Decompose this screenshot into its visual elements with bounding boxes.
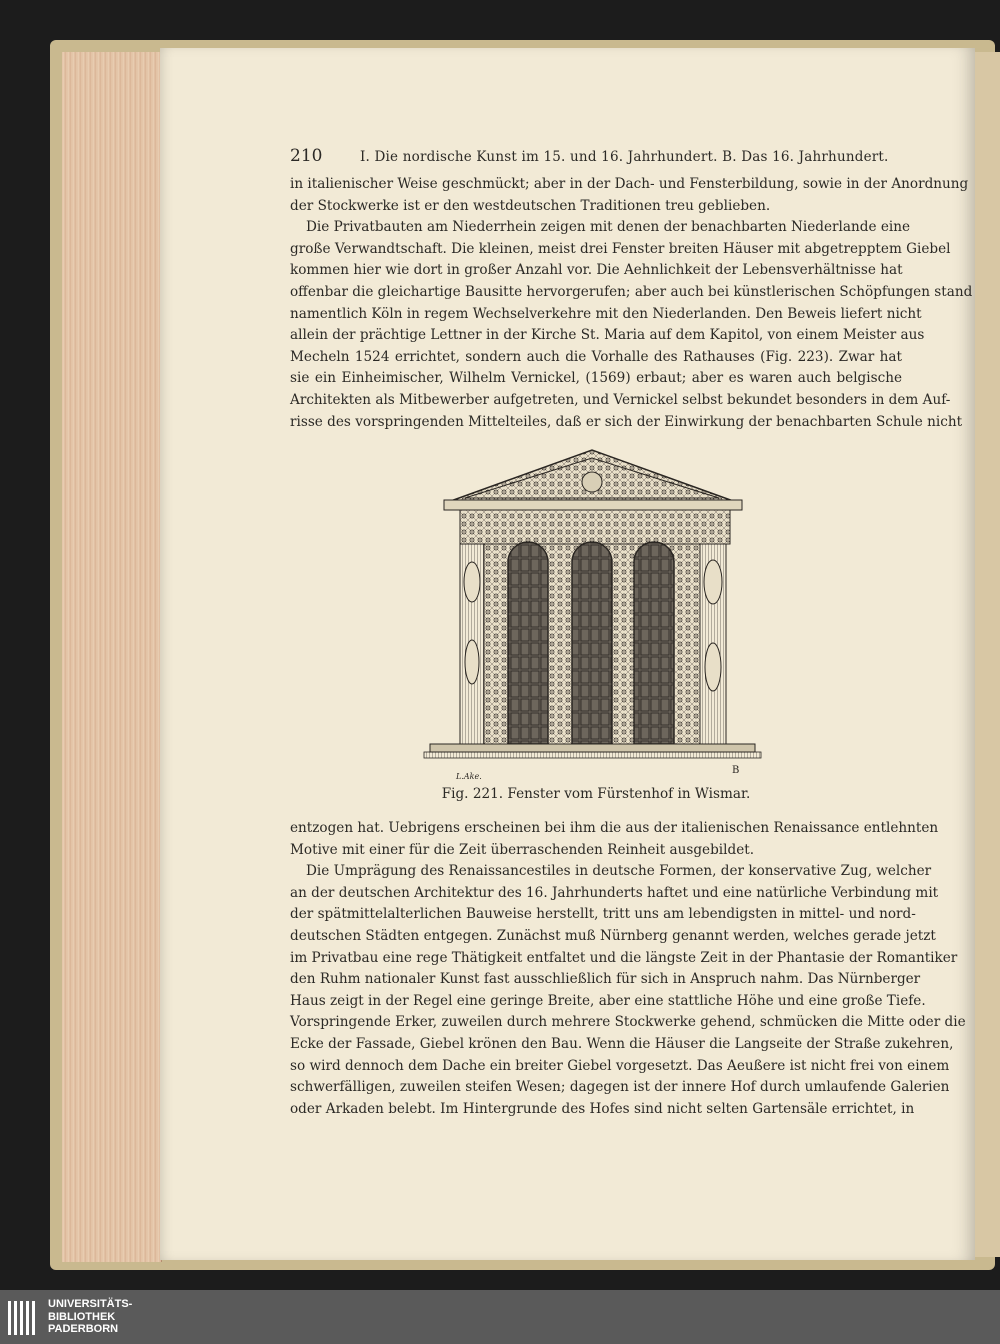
text-line: Mecheln 1524 errichtet, sondern auch die Vorhalle des Rathauses (Fig. 223). Zwar hat <box>290 348 902 365</box>
text-line: an der deutschen Architektur des 16. Jahrhunderts haftet und eine natürliche Verbindung mit <box>290 884 939 901</box>
text-line: so wird dennoch dem Dache ein breiter Giebel vorgesetzt. Das Aeußere ist nicht frei von einem <box>290 1057 950 1074</box>
text-line: Die Privatbauten am Niederrhein zeigen mit denen der benachbarten Niederlande eine <box>306 219 911 236</box>
text-line: offenbar die gleichartige Bausitte hervorgerufen; aber auch bei künstlerischen Schöpfungen stand <box>290 283 973 300</box>
facing-page-edge <box>975 52 1000 1257</box>
running-header <box>290 146 902 168</box>
window-center <box>572 542 612 744</box>
frieze <box>460 510 730 544</box>
library-logo-icon <box>6 1297 42 1337</box>
window-engraving <box>420 432 765 782</box>
text-line: Motive mit einer für die Zeit überraschenden Reinheit ausgebildet. <box>290 841 755 858</box>
text-line: Ecke der Fassade, Giebel krönen den Bau. Wenn die Häuser die Langseite der Straße zukehren, <box>290 1035 954 1052</box>
text-line: den Ruhm nationaler Kunst fast ausschließlich für sich in Anspruch nahm. Das Nürnberger <box>290 971 921 988</box>
text-line: im Privatbau eine rege Thätigkeit entfaltet und die längste Zeit in der Phantasie der Romantiker <box>290 949 958 966</box>
text-line: schwerfälligen, zuweilen steifen Wesen; dagegen ist der innere Hof durch umlaufende Galerien <box>290 1079 950 1096</box>
page-edges <box>62 52 162 1262</box>
text-line: Architekten als Mitbewerber aufgetreten, und Vernickel selbst bekundet besonders in dem Auf- <box>290 391 951 408</box>
library-name-line1: UNIVERSITÄTS- <box>48 1298 133 1311</box>
text-line: risse des vorspringenden Mittelteiles, daß er sich der Einwirkung der benachbarten Schule nicht <box>290 413 963 430</box>
text-line: in italienischer Weise geschmückt; aber in der Dach- und Fensterbildung, sowie in der Anordnung <box>290 176 969 192</box>
text-line: entzogen hat. Uebrigens erscheinen bei ihm die aus der italienischen Renaissance entlehnten <box>290 820 939 836</box>
figure-caption: Fig. 221. Fenster vom Fürstenhof in Wismar. <box>441 786 751 802</box>
window-sill <box>424 752 761 758</box>
text-line: oder Arkaden belebt. Im Hintergrunde des Hofes sind nicht selten Gartensäle errichtet, in <box>290 1100 915 1117</box>
text-line: deutschen Städten entgegen. Zunächst muß Nürnberg genannt werden, welches gerade jetzt <box>290 927 936 944</box>
text-block-top <box>290 174 973 433</box>
window-right <box>634 542 674 744</box>
running-head-title: I. Die nordische Kunst im 15. und 16. Jahrhundert. B. Das 16. Jahrhundert. <box>360 149 889 165</box>
engraver-signature: L.Ake. <box>456 772 482 781</box>
page-number: 210 <box>290 146 323 166</box>
text-line: der Stockwerke ist er den westdeutschen Traditionen treu geblieben. <box>290 197 771 214</box>
text-line: der spätmittelalterlichen Bauweise herstellt, tritt uns am lebendigsten in mittel- und nord- <box>290 906 916 923</box>
text-line: allein der prächtige Lettner in der Kirche St. Maria auf dem Kapitol, von einem Meister aus <box>290 327 925 344</box>
library-logo <box>6 1294 176 1340</box>
window-left <box>508 542 548 744</box>
text-line: Die Umprägung des Renaissancestiles in deutsche Formen, der konservative Zug, welcher <box>306 863 932 880</box>
text-line: kommen hier wie dort in großer Anzahl vor. Die Aehnlichkeit der Lebensverhältnisse hat <box>290 262 903 279</box>
library-name-line3: PADERBORN <box>48 1323 119 1336</box>
text-line: große Verwandtschaft. Die kleinen, meist drei Fenster breiten Häuser mit abgetrepptem Giebel <box>290 240 951 257</box>
figure-illustration <box>420 432 765 782</box>
text-block-bottom <box>290 818 966 1120</box>
svg-text:B: B <box>732 765 740 776</box>
text-line: Vorspringende Erker, zuweilen durch mehrere Stockwerke gehend, schmücken die Mitte oder die <box>290 1014 966 1031</box>
library-name-line2: BIBLIOTHEK <box>48 1310 116 1323</box>
text-line: Haus zeigt in der Regel eine geringe Breite, aber eine stattliche Höhe und eine große Tiefe. <box>290 992 926 1009</box>
text-line: namentlich Köln in regem Wechselverkehre mit den Niederlanden. Den Beweis liefert nicht <box>290 305 922 322</box>
text-line: sie ein Einheimischer, Wilhelm Vernickel, (1569) erbaut; aber es waren auch belgische <box>290 370 902 387</box>
